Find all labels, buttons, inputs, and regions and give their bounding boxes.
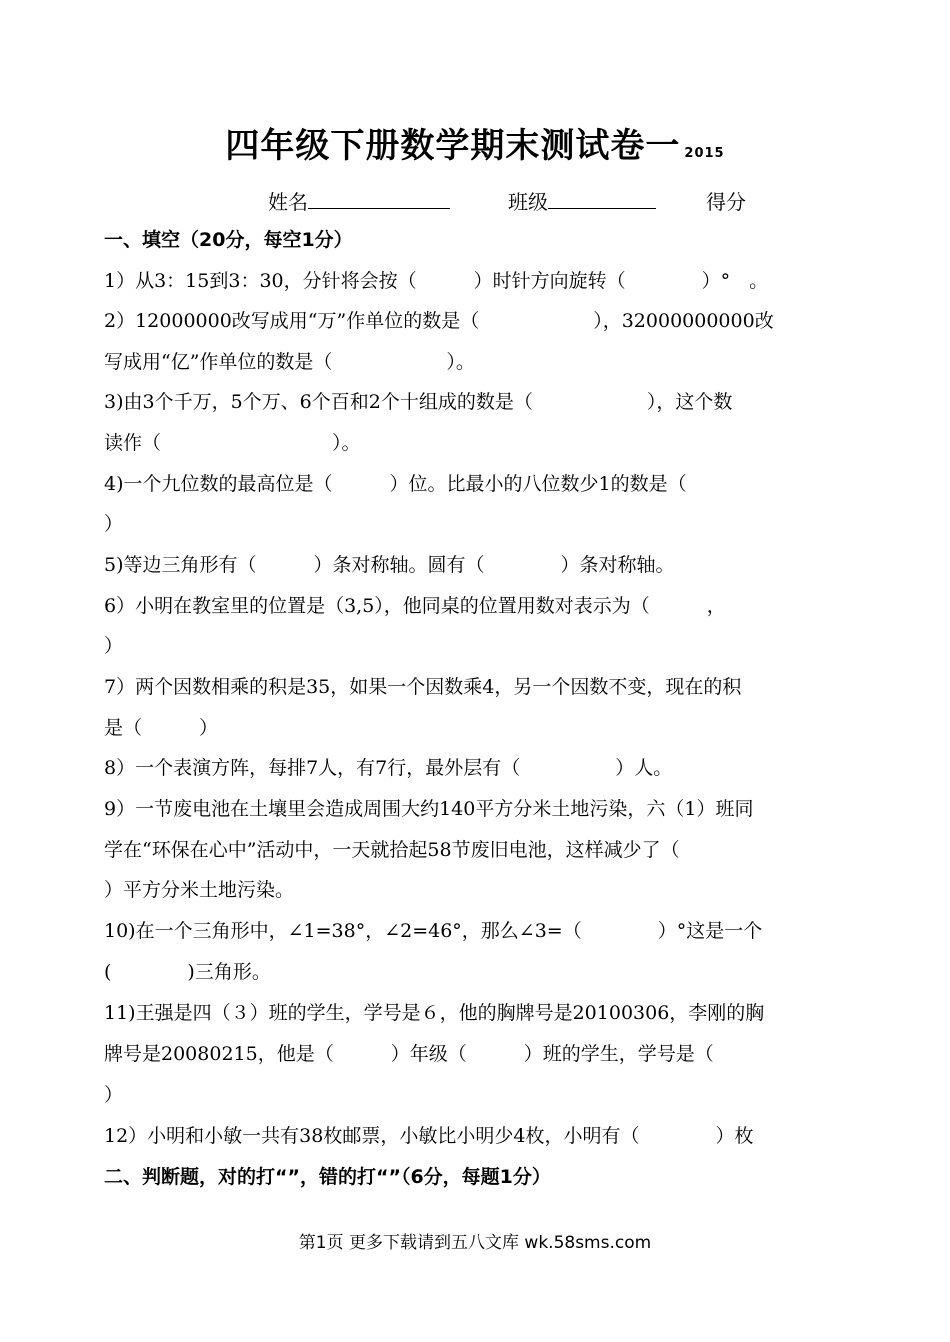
question-line: 4)一个九位数的最高位是（ ）位。比最小的八位数少1的数是（: [104, 473, 687, 495]
class-label: 班级: [508, 190, 548, 214]
name-label: 姓名: [268, 190, 308, 214]
question-line: ）: [104, 1084, 124, 1106]
question-line: ）: [104, 635, 124, 657]
question-line: 读作（ ）。: [104, 432, 361, 454]
question-line: 1）从3：15到3：30，分针将会按（ ）时针方向旋转（ ）° 。: [104, 270, 769, 292]
question-line: 3)由3个千万，5个万、6个百和2个十组成的数是（ ），这个数: [104, 391, 733, 413]
question-line: 是（ ）: [104, 717, 219, 739]
question-line: 学在“环保在心中”活动中，一天就拾起58节废旧电池，这样减少了（: [104, 839, 680, 861]
question-line: ( )三角形。: [104, 961, 271, 983]
question-line: 2）12000000改写成用“万”作单位的数是（ ），32000000000改: [104, 310, 774, 332]
question-line: 7）两个因数相乘的积是35，如果一个因数乘4，另一个因数不变，现在的积: [104, 676, 742, 698]
question-line: 牌号是20080215，他是（ ）年级（ ）班的学生，学号是（: [104, 1043, 714, 1065]
question-line: 10)在一个三角形中，∠1=38°，∠2=46°，那么∠3=（ ）°这是一个: [104, 920, 763, 942]
class-blank: [548, 188, 656, 209]
page-footer: 第1页 更多下载请到五八文库 wk.58sms.com: [298, 1233, 652, 1253]
question-line: 12）小明和小敏一共有38枚邮票，小敏比小明少4枚，小明有（ ）枚: [104, 1125, 754, 1147]
question-line: 6）小明在教室里的位置是（3,5），他同桌的位置用数对表示为（ ，: [104, 595, 726, 617]
name-field: [268, 186, 450, 215]
section1-heading: 一、填空（20分，每空1分）: [104, 229, 353, 251]
question-line: 写成用“亿”作单位的数是（ ）。: [104, 351, 475, 373]
name-blank: [308, 188, 450, 209]
page-title: [0, 118, 950, 167]
question-line: 9）一节废电池在土壤里会造成周围大约140平方分米土地污染，六（1）班同: [104, 798, 754, 820]
question-line: ）平方分米土地污染。: [104, 879, 295, 901]
section2-heading: 二、判断题，对的打“”，错的打“”（6分，每题1分）: [104, 1166, 551, 1188]
title-year: 2015: [684, 146, 725, 161]
title-text: 四年级下册数学期末测试卷一: [225, 126, 681, 166]
question-line: 8）一个表演方阵，每排7人，有7行，最外层有（ ）人。: [104, 757, 673, 779]
score-label: 得分: [706, 190, 746, 214]
question-line: 11)王强是四（３）班的学生，学号是６，他的胸牌号是20100306，李刚的胸: [104, 1002, 765, 1024]
class-field: [508, 186, 656, 215]
question-line: ）: [104, 513, 124, 535]
question-line: 5)等边三角形有（ ）条对称轴。圆有（ ）条对称轴。: [104, 554, 675, 576]
